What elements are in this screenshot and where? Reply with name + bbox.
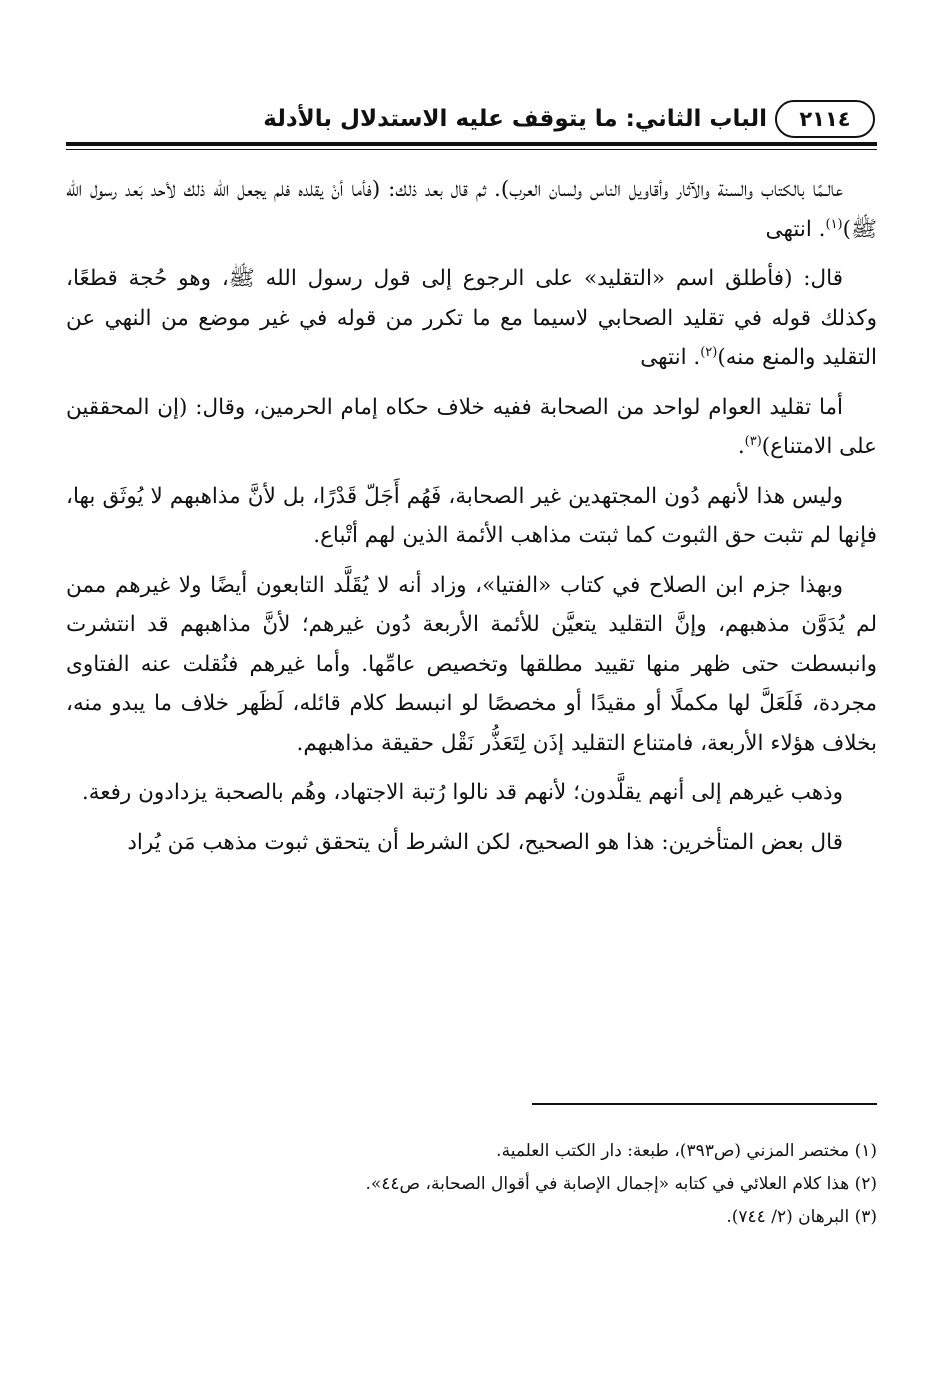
paragraph-3 [66, 388, 877, 467]
footnote-ref-2[interactable]: (٢) [700, 344, 718, 360]
footnote-ref-1[interactable]: (١) [825, 216, 843, 232]
footnote-ref-3[interactable]: (٣) [744, 433, 762, 449]
paragraph-tail: . انتهى [640, 345, 701, 370]
main-text [66, 170, 877, 872]
paragraph-2 [66, 259, 877, 378]
header-rule-thick [66, 142, 877, 146]
page-number: ٢١١٤ [775, 100, 875, 138]
footnote-2: (٢) هذا كلام العلائي في كتابه «إجمال الإصابة في أقوال الصحابة، ص٤٤». [365, 1174, 877, 1194]
footnote-1: (١) مختصر المزني (ص٣٩٣)، طبعة: دار الكتب العلمية. [496, 1141, 877, 1161]
paragraph-text: عالـمًا بالكتاب والسنة والآثار وأقاويل الناس ولسان العرب). ثم قال بعد ذلك: (فأما أنْ يقلده فلم يجعل الله ذلك لأحد بَعد رسول الله ﷺ) [66, 177, 877, 242]
footnotes [66, 1135, 877, 1234]
paragraph-1 [66, 170, 877, 249]
paragraph-text: قال: (فأطلق اسم «التقليد» على الرجوع إلى قول رسول الله ﷺ، وهو حُجة قطعًا، وكذلك قوله في تقليد الصحابي لاسيما مع ما تكرر من قوله في غير موضع من النهي عن التقليد والمنع منه) [66, 266, 877, 370]
running-title: الباب الثاني: ما يتوقف عليه الاستدلال بالأدلة [263, 106, 767, 132]
paragraph-text: أما تقليد العوام لواحد من الصحابة ففيه خلاف حكاه إمام الحرمين، وقال: (إن المحققين على الامتناع) [66, 394, 877, 459]
footnote-3: (٣) البرهان (٢/ ٧٤٤). [726, 1207, 877, 1227]
paragraph-tail: . انتهى [765, 216, 826, 242]
paragraph-tail: . [737, 434, 745, 459]
footnote-separator [532, 1103, 877, 1105]
paragraph-7: قال بعض المتأخرين: هذا هو الصحيح، لكن الشرط أن يتحقق ثبوت مذهب مَن يُراد [127, 829, 843, 855]
paragraph-5: وبهذا جزم ابن الصلاح في كتاب «الفتيا»، وزاد أنه لا يُقَلَّد التابعون أيضًا ولا غيرهم ممن لم يُدَوَّن مذهبهم، وإنَّ التقليد يتعيَّن للأئمة الأربعة دُون غيرهم؛ لأنَّ مذاهبهم قد انتشرت وانبسطت حتى ظهر منها تقييد مطلقها وتخصيص عامِّها. وأما غيرهم فنُقلت عنه الفتاوى مجردة، فَلَعَلَّ لها مكملًا أو مقيدًا أو مخصصًا لو انبسط كلام قائله، لَظَهر خلاف ما يبدو منه، بخلاف هؤلاء الأربعة، فامتناع التقليد إذَن لِتَعَذُّر نَقْل حقيقة مذاهبهم. [66, 572, 877, 756]
page-header [55, 100, 875, 140]
paragraph-6: وذهب غيرهم إلى أنهم يقلَّدون؛ لأنهم قد نالوا رُتبة الاجتهاد، وهُم بالصحبة يزدادون رفعة. [81, 780, 843, 805]
header-rule-thin [66, 149, 877, 150]
paragraph-4: وليس هذا لأنهم دُون المجتهدين غير الصحابة، فَهُم أَجَلّ قَدْرًا، بل لأنَّ مذاهبهم لا يُوثَق بها، فإنها لم تثبت حق الثبوت كما ثبتت مذاهب الأئمة الذين لهم أتْباع. [66, 483, 877, 548]
